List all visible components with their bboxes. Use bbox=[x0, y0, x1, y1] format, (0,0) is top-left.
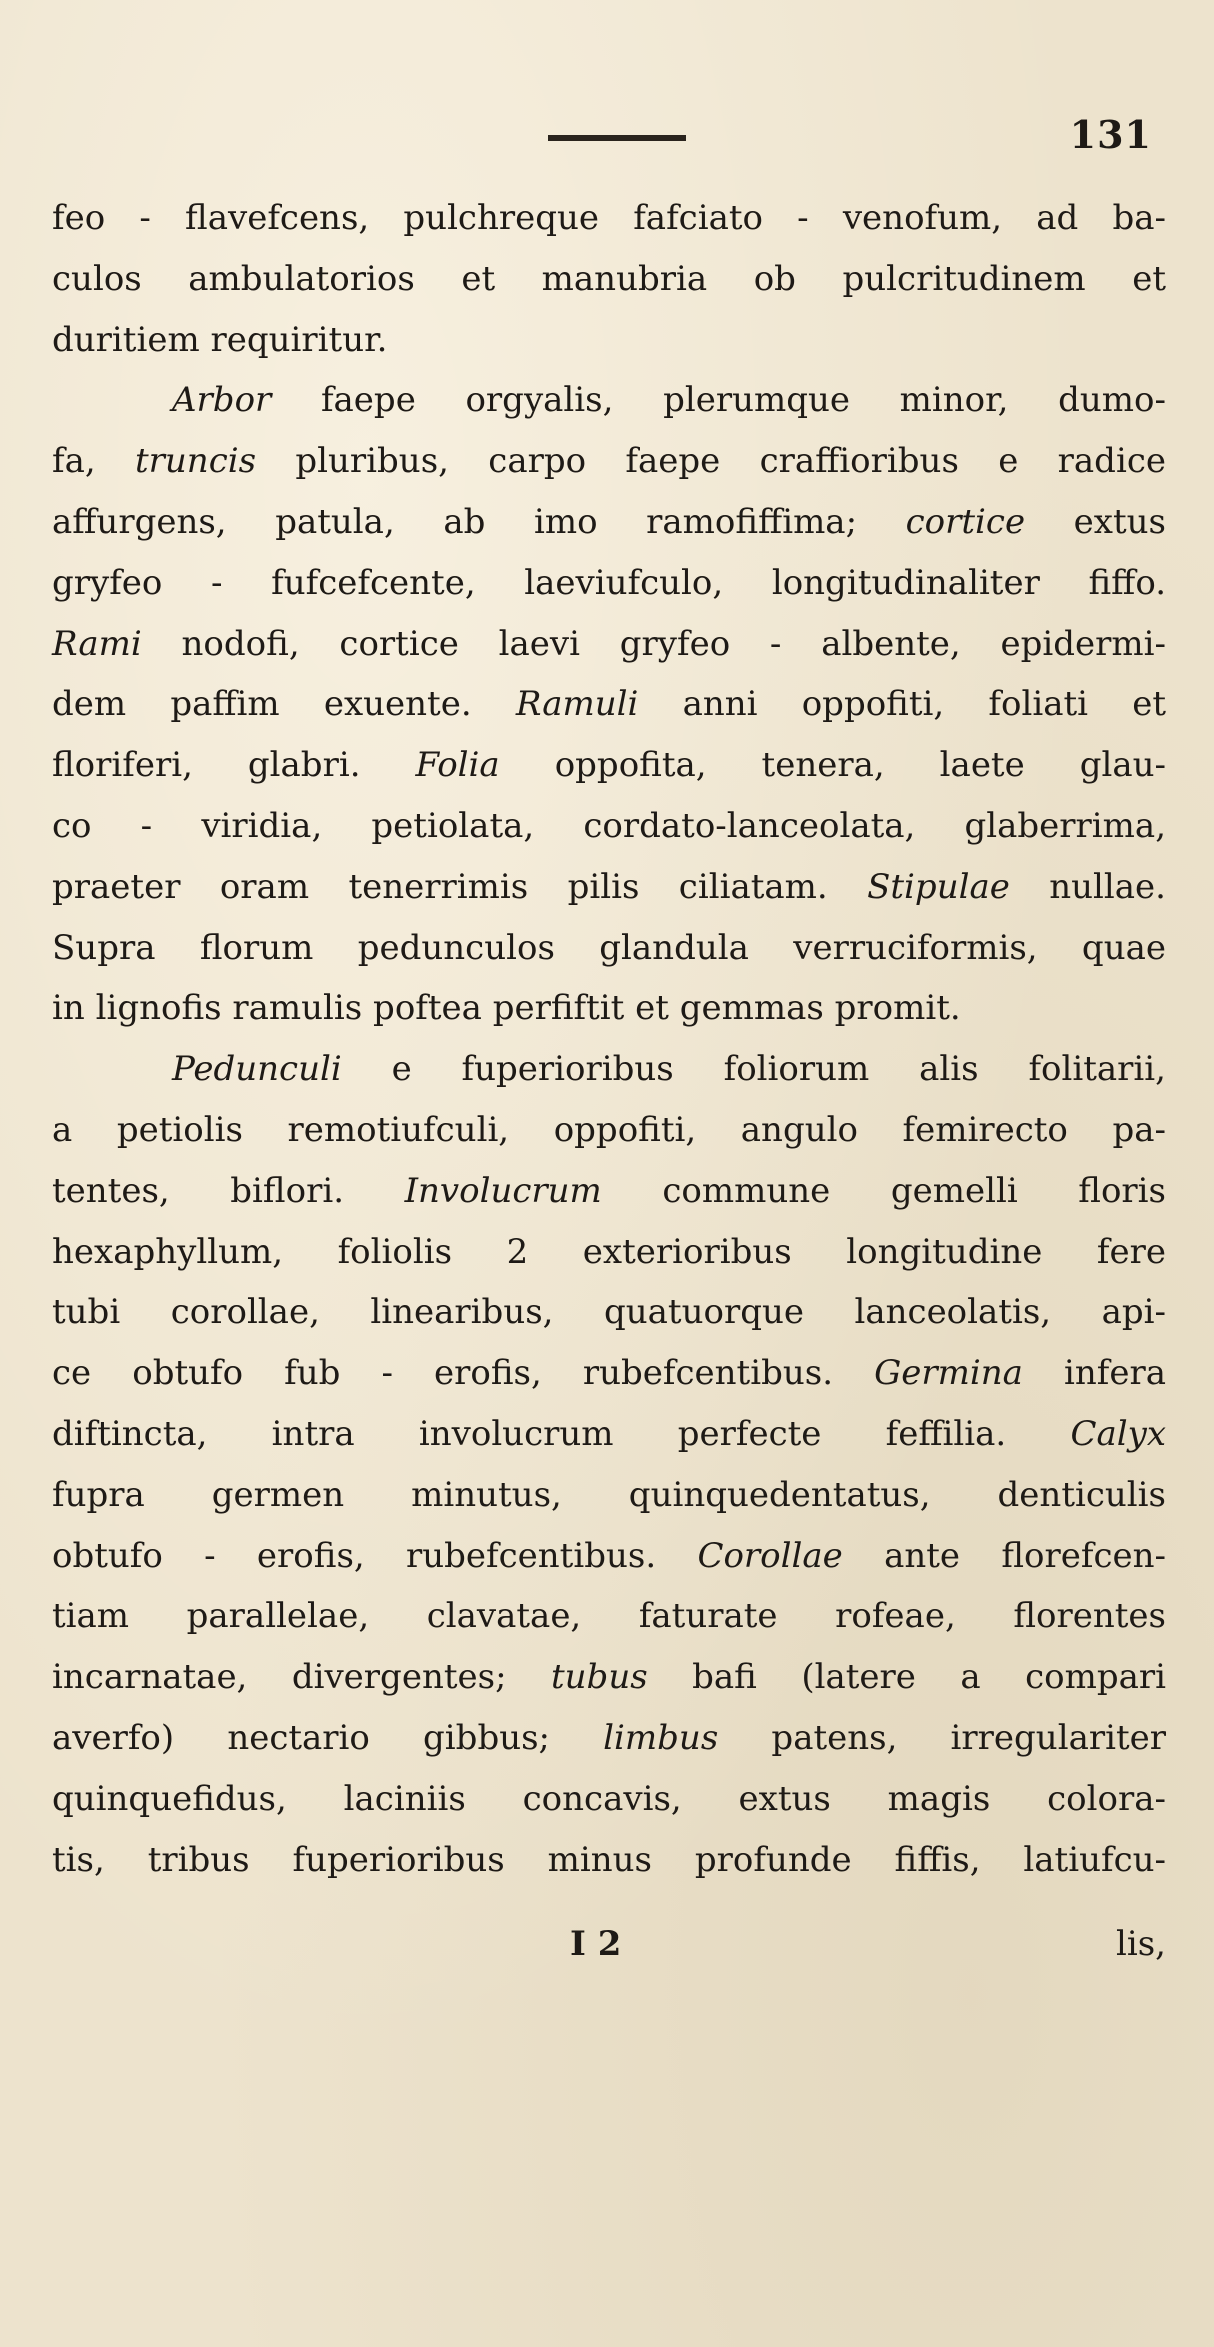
text-segment: dem paffim exuente. bbox=[52, 684, 516, 725]
italic-term: Calyx bbox=[1070, 1413, 1166, 1454]
text-line bbox=[52, 735, 1166, 796]
header-rule bbox=[548, 135, 686, 141]
text-line bbox=[52, 370, 1166, 431]
italic-term: tubus bbox=[551, 1657, 648, 1698]
text-line bbox=[52, 1161, 1166, 1222]
text-segment: ante florefcen- bbox=[842, 1535, 1166, 1576]
text-segment: tubi corollae, linearibus, quatuorque lanceolatis, api- bbox=[52, 1292, 1166, 1333]
text-segment: duritiem requiritur. bbox=[52, 319, 388, 360]
text-line bbox=[52, 1222, 1166, 1283]
text-segment: bafi (latere a compari bbox=[647, 1657, 1166, 1698]
text-segment: nullae. bbox=[1009, 866, 1166, 907]
text-line bbox=[52, 674, 1166, 735]
text-line bbox=[52, 1647, 1166, 1708]
text-segment: in lignofis ramulis poftea perfiftit et gemmas promit. bbox=[52, 988, 961, 1029]
italic-term: Involucrum bbox=[404, 1170, 602, 1211]
text-line bbox=[52, 796, 1166, 857]
text-segment: oppofita, tenera, laete glau- bbox=[499, 745, 1166, 786]
italic-term: truncis bbox=[134, 441, 257, 482]
text-line bbox=[52, 1465, 1166, 1526]
text-segment: quinquefidus, laciniis concavis, extus magis colora- bbox=[52, 1778, 1166, 1819]
catchword: lis, bbox=[1115, 1924, 1166, 1964]
italic-term: Folia bbox=[415, 745, 500, 786]
text-line bbox=[52, 188, 1166, 249]
text-segment: tentes, biflori. bbox=[52, 1170, 405, 1211]
text-segment: praeter oram tenerrimis pilis ciliatam. bbox=[52, 866, 868, 907]
text-segment: ce obtufo fub - erofis, rubefcentibus. bbox=[52, 1353, 875, 1394]
text-line bbox=[52, 431, 1166, 492]
signature-mark: I 2 bbox=[570, 1924, 622, 1964]
text-segment: patens, irregulariter bbox=[718, 1717, 1167, 1758]
italic-term: Stipulae bbox=[867, 866, 1010, 907]
text-segment: culos ambulatorios et manubria ob pulcritudinem et bbox=[52, 258, 1166, 299]
text-segment: e fuperioribus foliorum alis folitarii, bbox=[341, 1049, 1166, 1090]
text-segment: averfo) nectario gibbus; bbox=[52, 1717, 604, 1758]
text-line bbox=[52, 1404, 1166, 1465]
text-line bbox=[52, 918, 1166, 979]
text-line bbox=[52, 492, 1166, 553]
text-segment: tis, tribus fuperioribus minus profunde fiffis, latiufcu- bbox=[52, 1839, 1166, 1880]
text-segment: commune gemelli floris bbox=[601, 1170, 1166, 1211]
text-line bbox=[52, 614, 1166, 675]
text-segment: nodofi, cortice laevi gryfeo - albente, epidermi- bbox=[141, 623, 1166, 664]
text-segment: tiam parallelae, clavatae, faturate rofeae, florentes bbox=[52, 1596, 1166, 1637]
text-line bbox=[52, 1586, 1166, 1647]
text-line bbox=[52, 1039, 1166, 1100]
text-line bbox=[52, 249, 1166, 310]
text-segment: fa, bbox=[52, 441, 135, 482]
italic-term: Pedunculi bbox=[172, 1049, 342, 1090]
text-segment: infera bbox=[1022, 1353, 1166, 1394]
text-segment: faepe orgyalis, plerumque minor, dumo- bbox=[271, 380, 1166, 421]
text-segment: floriferi, glabri. bbox=[52, 745, 416, 786]
italic-term: Rami bbox=[52, 623, 142, 664]
text-line bbox=[52, 978, 1166, 1039]
text-line bbox=[52, 1100, 1166, 1161]
text-segment: a petiolis remotiufculi, oppofiti, angulo femirecto pa- bbox=[52, 1109, 1166, 1150]
italic-term: Ramuli bbox=[515, 684, 639, 725]
italic-term: cortice bbox=[905, 501, 1026, 542]
text-line bbox=[52, 1708, 1166, 1769]
text-segment: feo - flavefcens, pulchreque fafciato - venofum, ad ba- bbox=[52, 198, 1166, 238]
page-footer bbox=[52, 1914, 1166, 1975]
italic-term: Germina bbox=[874, 1353, 1023, 1394]
text-line bbox=[52, 553, 1166, 614]
text-segment: hexaphyllum, foliolis 2 exterioribus longitudine fere bbox=[52, 1231, 1166, 1272]
text-segment: gryfeo - fufcefcente, laeviufculo, longitudinaliter fiffo. bbox=[52, 562, 1166, 603]
text-segment: affurgens, patula, ab imo ramofiffima; bbox=[52, 501, 906, 542]
italic-term: limbus bbox=[603, 1717, 719, 1758]
page-number: 131 bbox=[1069, 112, 1152, 157]
text-segment: anni oppofiti, foliati et bbox=[638, 684, 1166, 725]
text-segment: incarnatae, divergentes; bbox=[52, 1657, 551, 1698]
italic-term: Corollae bbox=[697, 1535, 843, 1576]
text-segment: co - viridia, petiolata, cordato-lanceolata, glaberrima, bbox=[52, 805, 1166, 846]
body-text bbox=[52, 188, 1166, 1890]
text-segment: diftincta, intra involucrum perfecte feffilia. bbox=[52, 1413, 1071, 1454]
text-segment: Supra florum pedunculos glandula verruciformis, quae bbox=[52, 927, 1166, 968]
text-line bbox=[52, 1282, 1166, 1343]
text-line bbox=[52, 857, 1166, 918]
text-segment: extus bbox=[1025, 501, 1166, 542]
text-segment: pluribus, carpo faepe craffioribus e radice bbox=[256, 441, 1166, 482]
text-line bbox=[52, 1343, 1166, 1404]
text-line bbox=[52, 1830, 1166, 1891]
text-segment: obtufo - erofis, rubefcentibus. bbox=[52, 1535, 698, 1576]
text-line bbox=[52, 1526, 1166, 1587]
text-segment: fupra germen minutus, quinquedentatus, denticulis bbox=[52, 1474, 1166, 1515]
text-line bbox=[52, 1769, 1166, 1830]
text-line bbox=[52, 310, 1166, 371]
italic-term: Arbor bbox=[172, 380, 272, 421]
